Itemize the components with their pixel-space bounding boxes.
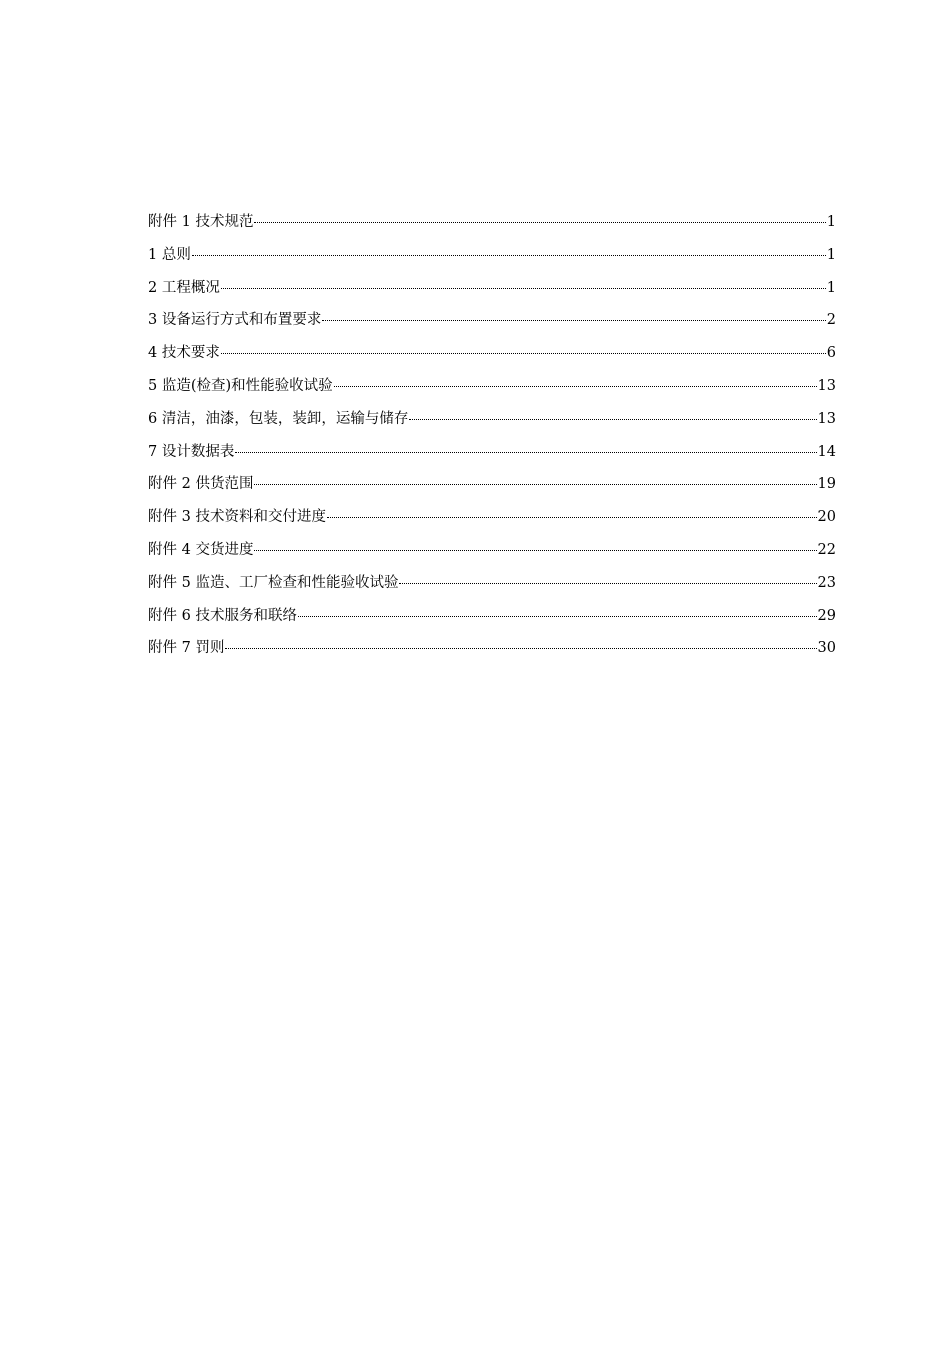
toc-entry-page: 19 (817, 476, 836, 493)
toc-dot-leader (254, 484, 816, 485)
toc-entry-page: 2 (826, 312, 836, 329)
toc-entry-annex-2[interactable] (148, 468, 836, 501)
toc-entry-label: 7 设计数据表 (148, 443, 235, 460)
toc-entry-project-overview[interactable] (148, 272, 836, 305)
toc-dot-leader (322, 320, 825, 321)
toc-entry-annex-4[interactable] (148, 534, 836, 567)
toc-entry-page: 22 (817, 541, 836, 558)
toc-dot-leader (334, 386, 817, 387)
toc-entry-supervision-tests[interactable] (148, 370, 836, 403)
toc-entry-operation-layout[interactable] (148, 304, 836, 337)
toc-dot-leader (298, 616, 817, 617)
toc-entry-page: 13 (817, 377, 836, 394)
toc-entry-page: 1 (826, 246, 836, 263)
toc-entry-page: 1 (826, 279, 836, 296)
toc-entry-technical-requirements[interactable] (148, 337, 836, 370)
toc-entry-general[interactable] (148, 239, 836, 272)
toc-entry-annex-6[interactable] (148, 600, 836, 633)
toc-entry-annex-5[interactable] (148, 567, 836, 600)
toc-entry-page: 1 (826, 214, 836, 230)
toc-entry-label: 1 总则 (148, 246, 191, 263)
toc-entry-page: 14 (817, 443, 836, 460)
toc-dot-leader (254, 550, 816, 551)
toc-dot-leader (409, 419, 816, 420)
toc-entry-label: 附件 6 技术服务和联络 (148, 607, 297, 624)
table-of-contents (148, 206, 836, 665)
toc-entry-design-data[interactable] (148, 436, 836, 469)
toc-dot-leader (399, 583, 816, 584)
toc-dot-leader (327, 517, 817, 518)
toc-entry-label: 5 监造(检查)和性能验收试验 (148, 377, 333, 394)
toc-dot-leader (235, 452, 816, 453)
toc-entry-label: 3 设备运行方式和布置要求 (148, 312, 322, 329)
toc-entry-page: 6 (826, 345, 836, 362)
toc-entry-page: 20 (817, 509, 836, 526)
toc-dot-leader (221, 353, 826, 354)
toc-entry-annex-3[interactable] (148, 501, 836, 534)
toc-entry-page: 13 (817, 410, 836, 427)
toc-entry-label: 附件 3 技术资料和交付进度 (148, 509, 326, 526)
toc-dot-leader (254, 222, 825, 223)
toc-entry-page: 30 (817, 640, 836, 657)
toc-entry-label: 附件 7 罚则 (148, 640, 225, 657)
toc-entry-page: 23 (817, 574, 836, 591)
toc-entry-label: 附件 4 交货进度 (148, 541, 254, 558)
toc-entry-label: 4 技术要求 (148, 345, 220, 362)
toc-entry-label: 2 工程概况 (148, 279, 220, 296)
toc-entry-cleaning-transport[interactable] (148, 403, 836, 436)
toc-entry-annex-7[interactable] (148, 632, 836, 665)
toc-entry-annex-1[interactable] (148, 206, 836, 239)
toc-entry-page: 29 (817, 607, 836, 624)
toc-dot-leader (221, 288, 826, 289)
toc-entry-label: 附件 5 监造、工厂检查和性能验收试验 (148, 574, 399, 591)
toc-dot-leader (225, 648, 816, 649)
toc-entry-label: 附件 2 供货范围 (148, 476, 254, 493)
toc-entry-label: 附件 1 技术规范 (148, 214, 254, 230)
toc-dot-leader (192, 255, 826, 256)
toc-entry-label: 6 清洁，油漆，包装，装卸，运输与储存 (148, 410, 409, 427)
